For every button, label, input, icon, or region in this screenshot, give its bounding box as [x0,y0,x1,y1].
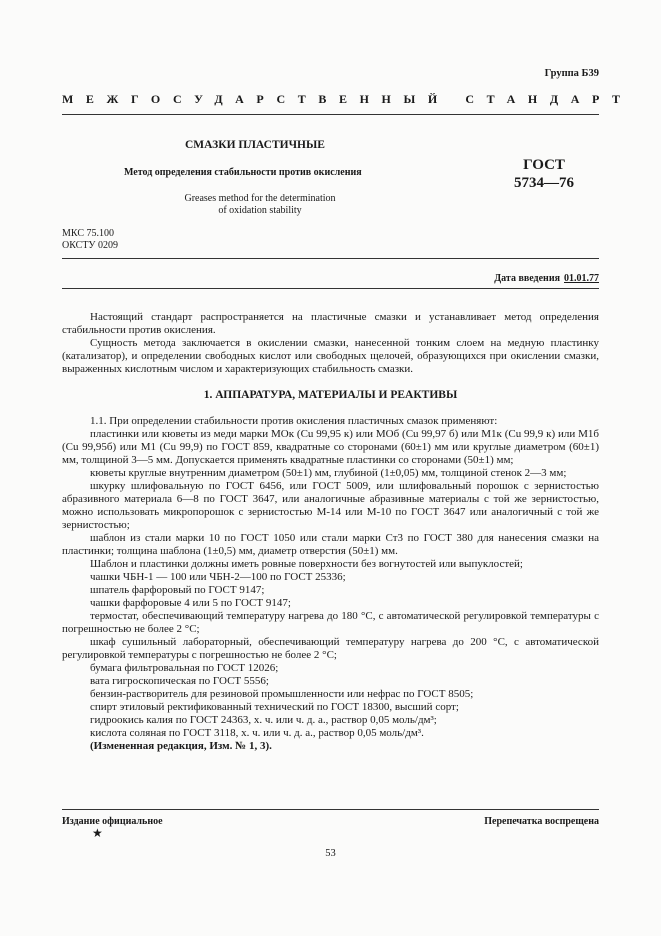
english-title-line2: of oxidation stability [218,205,302,216]
list-item: гидроокись калия по ГОСТ 24363, х. ч. или ч. д. а., раствор 0,05 моль/дм³; [90,714,437,726]
footer-divider [62,809,599,810]
effective-date [494,273,599,284]
gost-number: 5734—76 [514,175,574,191]
list-item: бензин-растворитель для резиновой промышленности или нефрас по ГОСТ 8505; [90,688,474,700]
okstu-code: ОКСТУ 0209 [62,240,119,251]
list-item: шкаф сушильный лабораторный, обеспечивающий температуру нагрева до 200 °С, с автоматической регулировкой температуры с погрешностью не более 2 °С; [62,636,599,661]
list-item: вата гигроскопическая по ГОСТ 5556; [90,675,269,687]
list-item: чашки ЧБН-1 — 100 или ЧБН-2—100 по ГОСТ 25336; [90,571,346,583]
english-title-line1: Greases method for the determination [184,193,336,204]
page-number: 53 [325,848,336,859]
gost-label: ГОСТ [523,157,565,173]
document-title: СМАЗКИ ПЛАСТИЧНЫЕ [185,139,325,151]
list-item: пластинки или кюветы из меди марки МОк (Cu 99,95 к) или МОб (Cu 99,97 б) или М1к (Cu 99,9 к) или М1б (Cu 99,95б) или М1 (Cu 99,9) по ГОСТ 859, квадратные со сторонами (60±1) мм или круглые диаметром (60±1) мм, толщиной 3—5 мм. Допускается применять квадратные пластинки со сторонами (50±1) мм; [62,428,599,466]
section-body [62,415,599,753]
interstate-standard-heading: МЕЖГОСУДАРСТВЕННЫЙ СТАНДАРТ [62,92,633,106]
edition-note-text: (Измененная редакция, Изм. № 1, 3). [90,740,272,752]
list-item: бумага фильтровальная по ГОСТ 12026; [90,662,279,674]
classification-codes [62,228,118,252]
section-heading: 1. АППАРАТУРА, МАТЕРИАЛЫ И РЕАКТИВЫ [203,389,458,401]
edition-note [62,740,599,753]
intro-text [62,311,599,376]
date-divider [62,288,599,289]
list-item: термостат, обеспечивающий температуру нагрева до 180 °С, с автоматической регулировкой температуры с погрешностью не более 2 °С; [62,610,599,635]
list-item: кислота соляная по ГОСТ 3118, х. ч. или ч. д. а., раствор 0,05 моль/дм³. [90,727,424,739]
codes-divider [62,258,599,259]
reprint-prohibited-label: Перепечатка воспрещена [484,816,599,827]
intro-paragraph: Настоящий стандарт распространяется на пластичные смазки и устанавливает метод определения стабильности против окисления. [62,311,599,336]
list-item: шаблон из стали марки 10 по ГОСТ 1050 или стали марки Ст3 по ГОСТ 380 для нанесения смазки на пластинки; толщина шаблона (1±0,5) мм, диаметр отверстия (50±1) мм. [62,532,599,557]
list-item: шкурку шлифовальную по ГОСТ 6456, или ГОСТ 5009, или шлифовальный порошок с зернистостью абразивного материала 6—8 по ГОСТ 3647, или аналогичные абразивные материалы с той же зернистостью, можно использовать микропорошок с зернистостью М-14 или М-10 по ГОСТ 3647 или аналогичный с той же зернистостью; [62,480,599,531]
star-icon: ★ [92,826,103,840]
mks-code: МКС 75.100 [62,228,114,239]
group-code: Группа Б39 [544,68,599,79]
list-item: спирт этиловый ректификованный технический по ГОСТ 18300, высший сорт; [90,701,459,713]
document-subtitle: Метод определения стабильности против окисления [124,167,362,178]
intro-paragraph: Сущность метода заключается в окислении смазки, нанесенной тонким слоем на медную пластинку (катализатор), и определении свободных кислот или свободных щелочей, образующихся при окислении смазки, выраженных кислотным числом и характеризующих стабильность смазки. [62,337,599,375]
gost-designation [513,156,575,192]
list-item: шпатель фарфоровый по ГОСТ 9147; [90,584,265,596]
header-divider [62,114,599,115]
date-value: 01.01.77 [564,273,599,284]
list-item: 1.1. При определении стабильности против окисления пластичных смазок применяют: [90,415,498,427]
list-item: Шаблон и пластинки должны иметь ровные поверхности без вогнутостей или выпуклостей; [90,558,523,570]
english-title [150,193,370,217]
list-item: чашки фарфоровые 4 или 5 по ГОСТ 9147; [90,597,291,609]
date-label: Дата введения [494,273,560,284]
list-item: кюветы круглые внутренним диаметром (50±1) мм, глубиной (1±0,05) мм, толщиной стенок 2—3 мм; [90,467,567,479]
official-edition-label: Издание официальное [62,816,163,827]
